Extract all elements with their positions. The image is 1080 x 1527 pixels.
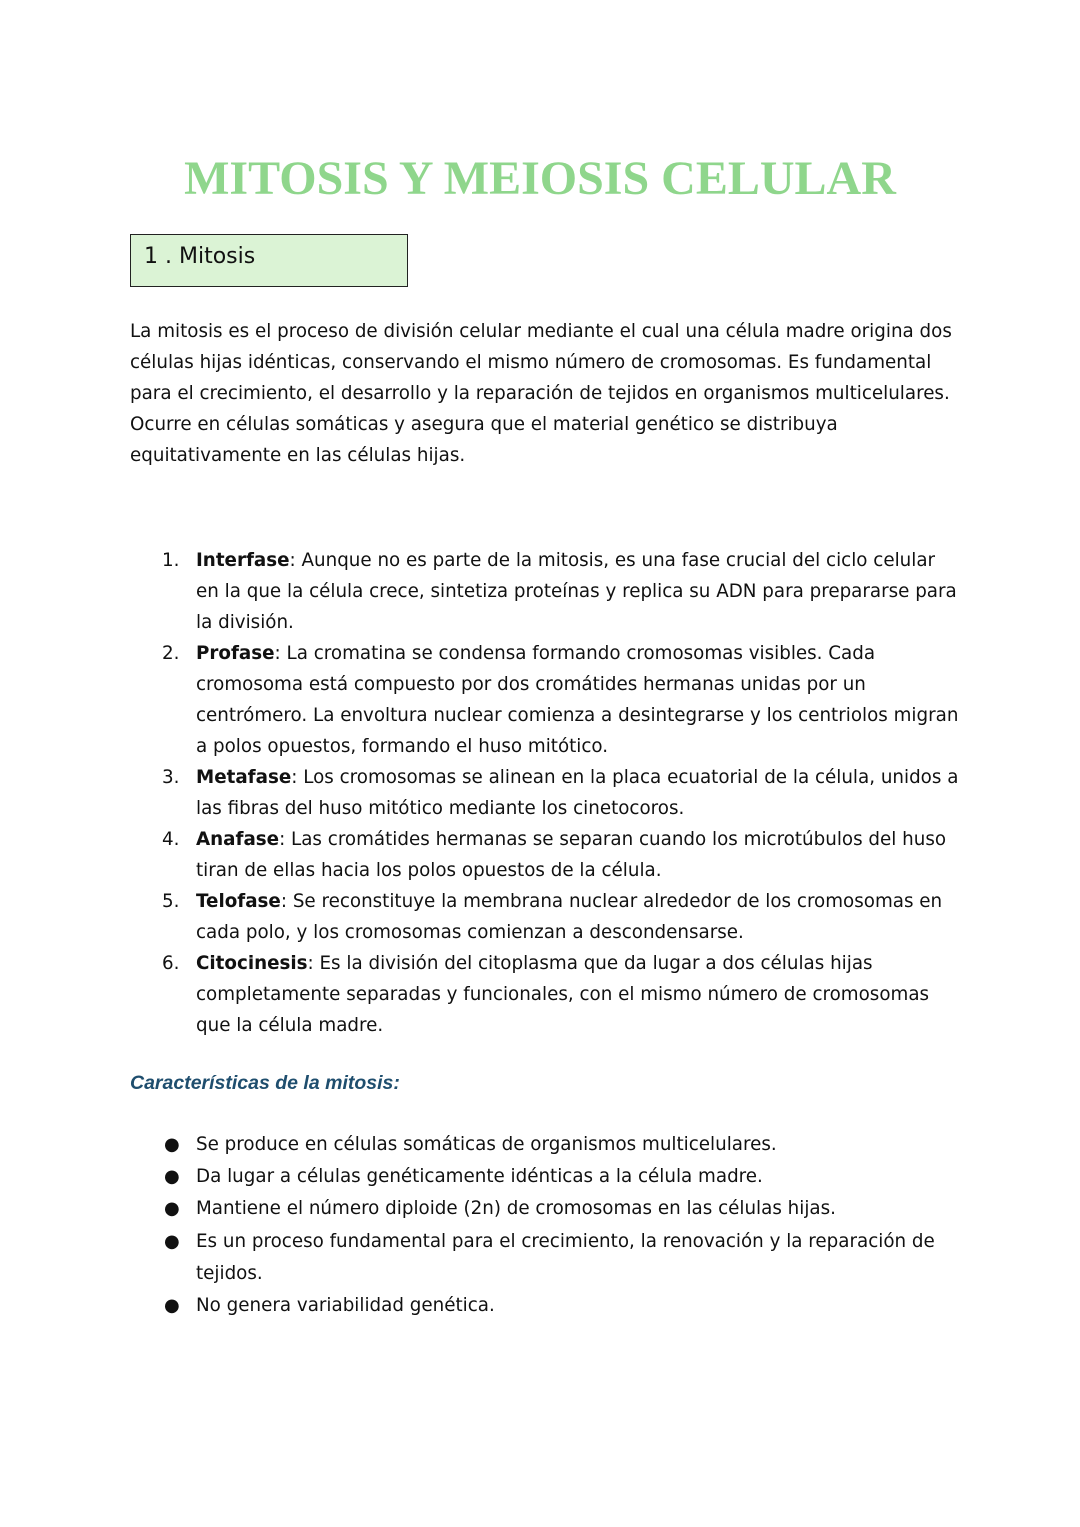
phase-number: 6.: [162, 953, 180, 974]
phase-description: : Se reconstituye la membrana nuclear alrededor de los cromosomas en cada polo, y los cromosomas comienzan a descondensarse.: [196, 891, 943, 943]
feature-text: Da lugar a células genéticamente idénticas a la célula madre.: [196, 1166, 763, 1188]
phase-term: Anafase: [196, 829, 280, 850]
features-list: [130, 1129, 960, 1322]
phase-description: : Las cromátides hermanas se separan cuando los microtúbulos del huso tiran de ellas hacia los polos opuestos de la célula.: [196, 829, 947, 881]
features-heading: Características de la mitosis:: [130, 1072, 400, 1094]
bullet-icon: ●: [164, 1166, 180, 1188]
phase-term: Metafase: [196, 767, 292, 788]
phase-number: 1.: [162, 550, 180, 571]
feature-text: Mantiene el número diploide (2n) de cromosomas en las células hijas.: [196, 1198, 836, 1220]
phase-item-metafase: [130, 762, 960, 824]
phase-description: : La cromatina se condensa formando cromosomas visibles. Cada cromosoma está compuesto por dos cromátides hermanas unidas por un centrómero. La envoltura nuclear comienza a desintegrarse y los centriolos migran a polos opuestos, formando el huso mitótico.: [196, 643, 959, 757]
phase-number: 3.: [162, 767, 180, 788]
phase-item-interfase: [130, 545, 960, 638]
phase-item-profase: [130, 638, 960, 762]
bullet-icon: ●: [164, 1134, 180, 1155]
phase-term: Citocinesis: [196, 953, 308, 974]
bullet-icon: ●: [164, 1198, 180, 1220]
phase-item-telofase: [130, 886, 960, 948]
phase-number: 4.: [162, 829, 180, 850]
phase-term: Telofase: [196, 891, 281, 912]
feature-text: Es un proceso fundamental para el crecimiento, la renovación y la reparación de tejidos.: [196, 1230, 935, 1284]
phase-item-anafase: [130, 824, 960, 886]
feature-item: [130, 1193, 960, 1225]
feature-text: Se produce en células somáticas de organismos multicelulares.: [196, 1134, 777, 1155]
phase-number: 5.: [162, 891, 180, 912]
phase-item-citocinesis: [130, 948, 960, 1041]
feature-text: No genera variabilidad genética.: [196, 1295, 495, 1317]
phase-description: : Los cromosomas se alinean en la placa ecuatorial de la célula, unidos a las fibras del huso mitótico mediante los cinetocoros.: [196, 767, 959, 819]
section-heading-box: 1 . Mitosis: [130, 234, 408, 287]
document-title: MITOSIS Y MEIOSIS CELULAR: [184, 152, 896, 205]
phase-description: : Aunque no es parte de la mitosis, es una fase crucial del ciclo celular en la que la célula crece, sintetiza proteínas y replica su ADN para prepararse para la división.: [196, 550, 957, 633]
bullet-icon: ●: [164, 1230, 180, 1252]
feature-item: [130, 1161, 960, 1193]
phase-term: Profase: [196, 643, 275, 664]
intro-paragraph: La mitosis es el proceso de división celular mediante el cual una célula madre origina dos células hijas idénticas, conservando el mismo número de cromosomas. Es fundamental para el crecimiento, el desarrollo y la reparación de tejidos en organismos multicelulares. Ocurre en células somáticas y asegura que el material genético se distribuya equitativamente en las células hijas.: [130, 321, 952, 467]
phases-list: [130, 545, 960, 1041]
bullet-icon: ●: [164, 1295, 180, 1317]
phase-term: Interfase: [196, 550, 290, 571]
feature-item: [130, 1226, 960, 1290]
feature-item: [130, 1129, 960, 1161]
phase-description: : Es la división del citoplasma que da lugar a dos células hijas completamente separadas y funcionales, con el mismo número de cromosomas que la célula madre.: [196, 953, 930, 1036]
feature-item: [130, 1290, 960, 1322]
phase-number: 2.: [162, 643, 180, 664]
